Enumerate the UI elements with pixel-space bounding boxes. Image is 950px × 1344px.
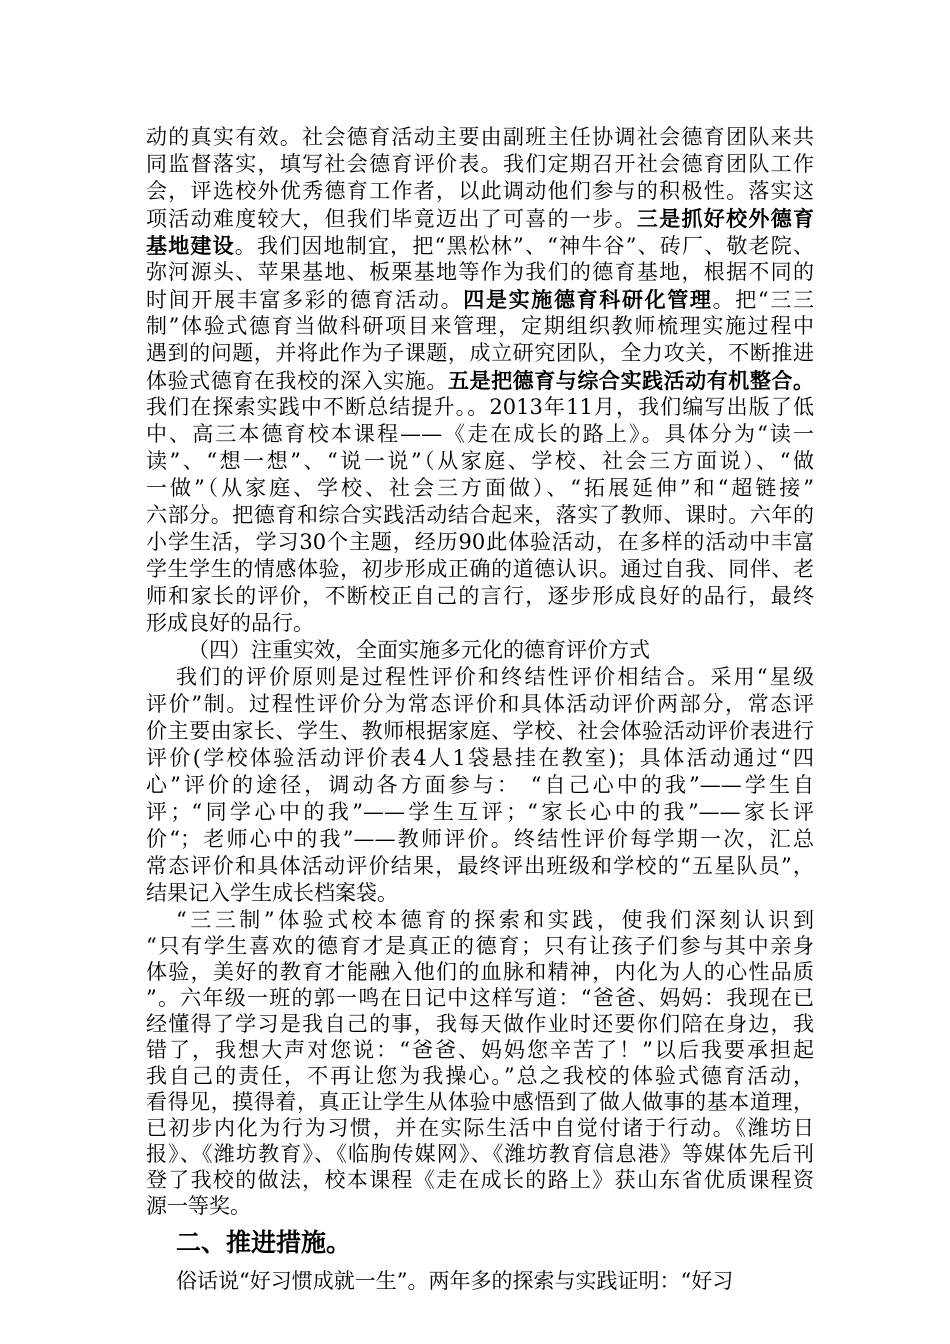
text-line: 一做”（从家庭、学校、社会三方面做）、“拓展延伸”和“超链接” [146, 476, 814, 500]
text-line: 小学生活，学习30个主题，经历90此体验活动，在多样的活动中丰富 [146, 530, 814, 554]
text-line: 源一等奖。 [146, 1194, 251, 1218]
text-line: 登了我校的做法，校本课程《走在成长的路上》获山东省优质课程资 [146, 1168, 814, 1192]
text-line: 遇到的问题，并将此作为子课题，成立研究团队，全力攻关，不断推进 [146, 341, 814, 365]
text-line: 学生学生的情感体验，初步形成正确的道德认识。通过自我、同伴、老 [146, 557, 814, 581]
text-line: 俗话说“好习惯成就一生”。两年多的探索与实践证明：“好习 [176, 1269, 734, 1293]
text-line: 结果记入学生成长档案袋。 [146, 881, 398, 905]
bold-point-three: 三是抓好校外德育 [636, 206, 814, 231]
text-line: 六部分。把德育和综合实践活动结合起来，落实了教师、课时。六年的 [146, 503, 814, 527]
text-line: 错了，我想大声对您说：“爸爸、妈妈您辛苦了！”以后我要承担起 [146, 1038, 814, 1062]
text-line: 我们在探索实践中不断总结提升。。2013年11月，我们编写出版了低 [146, 395, 814, 419]
text-line: ”。六年级一班的郭一鸣在日记中这样写道：“爸爸、妈妈：我现在已 [146, 986, 814, 1010]
section-heading: 二、推进措施。 [176, 1228, 352, 1257]
text-run: 体验式德育在我校的深入实施。 [146, 369, 448, 393]
text-line [146, 232, 814, 259]
bold-point-three-cont: 基地建设 [146, 233, 235, 258]
text-line: 会，评选校外优秀德育工作者，以此调动他们参与的积极性。落实这 [146, 179, 814, 203]
text-line: 价主要由家长、学生、教师根据家庭、学校、社会体验活动评价表进行 [146, 719, 814, 743]
text-line: 同监督落实，填写社会德育评价表。我们定期召开社会德育团队工作 [146, 152, 814, 176]
bold-point-five: 五是把德育与综合实践活动有机整合。 [447, 368, 814, 393]
text-run: 。我们因地制宜，把“黑松林”、“神牛谷”、砖厂、敬老院、 [234, 234, 814, 258]
text-line: 价“；老师心中的我”——教师评价。终结性评价每学期一次，汇总 [146, 827, 814, 851]
text-line: 师和家长的评价，不断校正自己的言行，逐步形成良好的品行，最终 [146, 584, 814, 608]
text-line: 已初步内化为行为习惯，并在实际生活中自觉付诸于行动。《潍坊日 [146, 1116, 814, 1140]
text-line: 中、高三本德育校本课程——《走在成长的路上》。具体分为“读一 [146, 422, 814, 446]
text-run: 项活动难度较大，但我们毕竟迈出了可喜的一步。 [146, 207, 637, 231]
text-line: 我们的评价原则是过程性评价和终结性评价相结合。采用“星级 [176, 665, 814, 689]
bold-point-four: 四是实施德育科研化管理 [463, 287, 713, 312]
text-line: 形成良好的品行。 [146, 611, 314, 635]
text-line: 评价”制。过程性评价分为常态评价和具体活动评价两部分，常态评 [146, 692, 814, 716]
text-line [146, 286, 814, 313]
text-line: 动的真实有效。社会德育活动主要由副班主任协调社会德育团队来共 [146, 125, 814, 149]
text-line: 体验，美好的教育才能融入他们的血脉和精神，内化为人的心性品质 [146, 960, 814, 984]
text-line: 看得见，摸得着，真正让学生从体验中感悟到了做人做事的基本道理， [146, 1090, 814, 1114]
text-line: 读”、“想一想”、“说一说”（从家庭、学校、社会三方面说）、“做 [146, 449, 814, 473]
text-line [146, 205, 814, 232]
text-line: “三三制”体验式校本德育的探索和实践，使我们深刻认识到 [176, 908, 814, 932]
text-line: 心”评价的途径，调动各方面参与： “自己心中的我”——学生自 [146, 773, 814, 797]
subheading-evaluation: （四）注重实效，全面实施多元化的德育评价方式 [188, 638, 650, 662]
text-line: 制”体验式德育当做科研项目来管理，定期组织教师梳理实施过程中 [146, 314, 814, 338]
text-line: 评价(学校体验活动评价表4人1袋悬挂在教室)；具体活动通过“四 [146, 746, 814, 770]
text-line: 评；“同学心中的我”——学生互评；“家长心中的我”——家长评 [146, 800, 814, 824]
text-line [146, 367, 814, 394]
text-line: 报》、《潍坊教育》、《临朐传媒网》、《潍坊教育信息港》等媒体先后刊 [146, 1142, 814, 1166]
text-line: 常态评价和具体活动评价结果，最终评出班级和学校的“五星队员”， [146, 854, 814, 878]
text-run: 。把“三三 [712, 288, 814, 312]
text-line: 经懂得了学习是我自己的事，我每天做作业时还要你们陪在身边，我 [146, 1012, 814, 1036]
text-line: “只有学生喜欢的德育才是真正的德育；只有让孩子们参与其中亲身 [146, 934, 814, 958]
text-run: 时间开展丰富多彩的德育活动。 [146, 288, 464, 312]
text-line: 弥河源头、苹果基地、板栗基地等作为我们的德育基地，根据不同的 [146, 260, 814, 284]
text-line: 我自己的责任，不再让您为我操心。”总之我校的体验式德育活动， [146, 1064, 814, 1088]
